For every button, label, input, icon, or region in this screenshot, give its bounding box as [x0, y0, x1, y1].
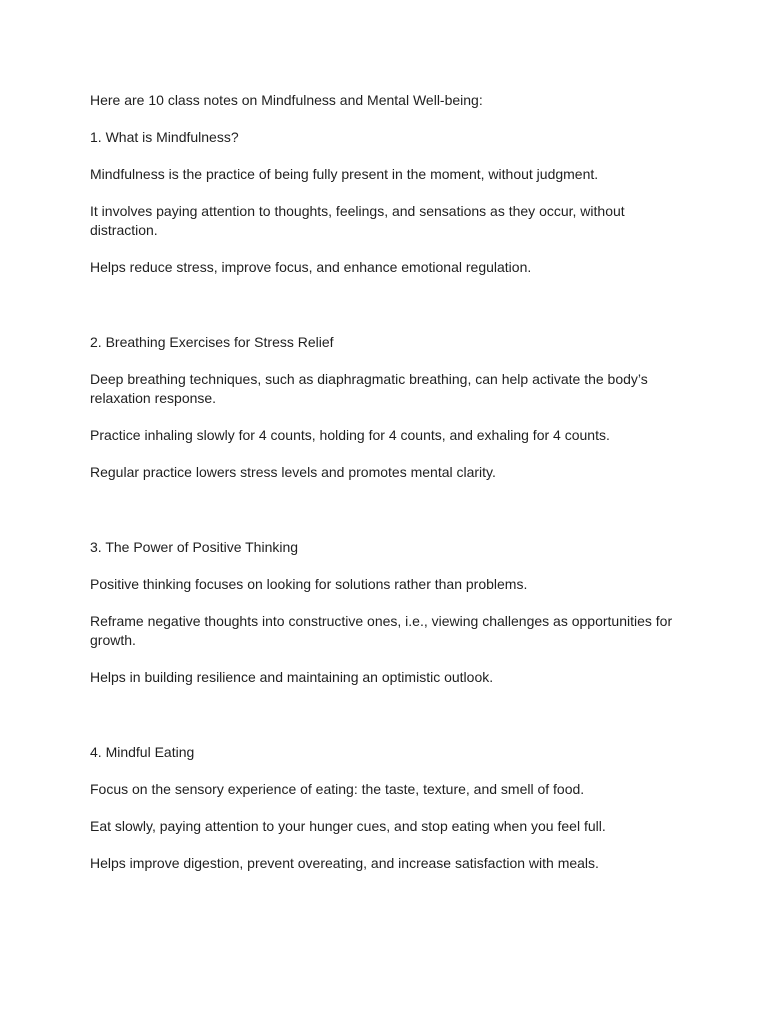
section-what-is-mindfulness [90, 128, 680, 277]
section-heading: 4. Mindful Eating [90, 744, 195, 760]
section-paragraph: Eat slowly, paying attention to your hunger cues, and stop eating when you feel full. [90, 818, 606, 834]
section-paragraph: Mindfulness is the practice of being fully present in the moment, without judgment. [90, 166, 599, 182]
section-heading: 2. Breathing Exercises for Stress Relief [90, 334, 334, 350]
document-body [90, 91, 680, 873]
section-paragraph: Regular practice lowers stress levels and promotes mental clarity. [90, 464, 496, 480]
intro-text: Here are 10 class notes on Mindfulness and Mental Well-being: [90, 92, 483, 108]
section-paragraph: Helps improve digestion, prevent overeating, and increase satisfaction with meals. [90, 855, 599, 871]
section-paragraph: It involves paying attention to thoughts, feelings, and sensations as they occur, without distraction. [90, 203, 625, 238]
section-positive-thinking [90, 538, 680, 687]
section-paragraph: Positive thinking focuses on looking for solutions rather than problems. [90, 576, 528, 592]
section-paragraph: Helps reduce stress, improve focus, and enhance emotional regulation. [90, 259, 532, 275]
section-paragraph: Deep breathing techniques, such as diaphragmatic breathing, can help activate the body’s relaxation response. [90, 371, 648, 406]
section-breathing-exercises [90, 333, 680, 482]
section-mindful-eating [90, 743, 680, 873]
section-heading: 1. What is Mindfulness? [90, 129, 239, 145]
section-heading: 3. The Power of Positive Thinking [90, 539, 299, 555]
section-paragraph: Helps in building resilience and maintaining an optimistic outlook. [90, 669, 494, 685]
section-paragraph: Reframe negative thoughts into constructive ones, i.e., viewing challenges as opportunities for growth. [90, 613, 673, 648]
section-paragraph: Focus on the sensory experience of eating: the taste, texture, and smell of food. [90, 781, 585, 797]
section-paragraph: Practice inhaling slowly for 4 counts, holding for 4 counts, and exhaling for 4 counts. [90, 427, 610, 443]
